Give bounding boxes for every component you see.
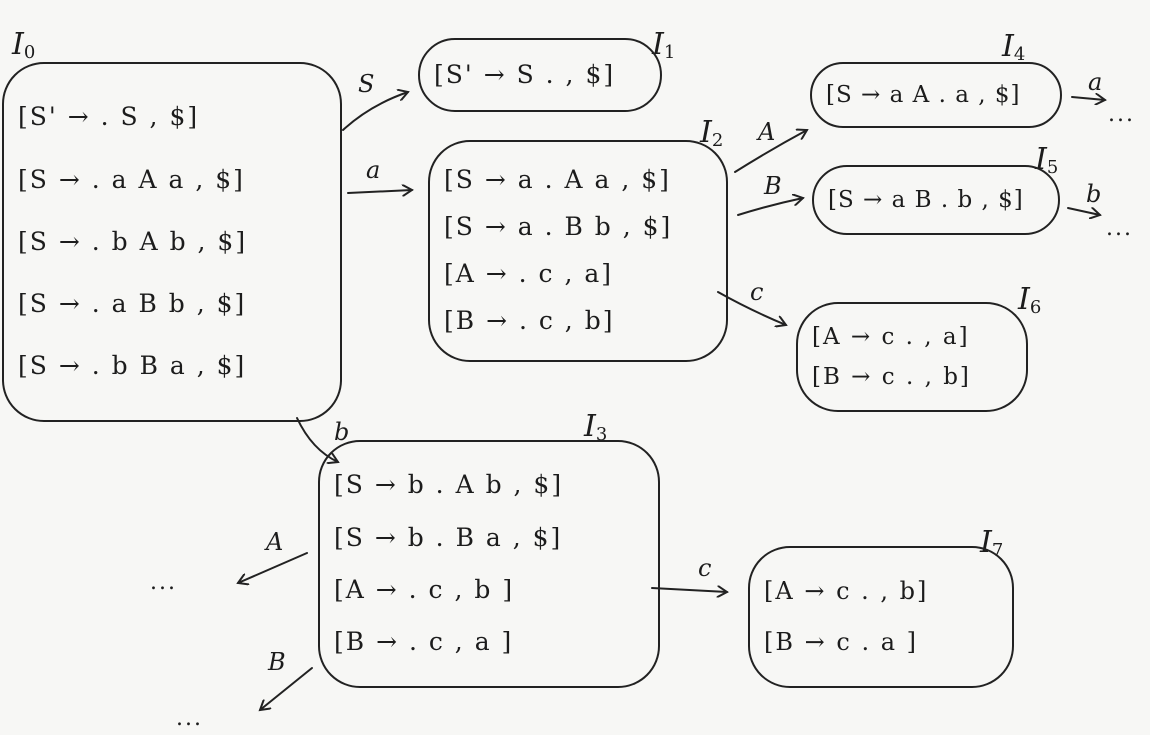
item: [S → a . A a , $] bbox=[444, 165, 671, 195]
edge-label-I3-A: A bbox=[266, 528, 284, 556]
item: [B → . c , b] bbox=[444, 306, 615, 335]
arrow-I0-to-I1 bbox=[343, 92, 408, 130]
state-I7 bbox=[748, 546, 1014, 688]
state-I2 bbox=[428, 140, 728, 362]
ellipsis-I3-A: ... bbox=[150, 570, 177, 595]
state-label-I7: $I_7$ bbox=[980, 525, 1004, 561]
state-label-I2: $I_2$ bbox=[700, 115, 724, 151]
item: [S → a B . b , $] bbox=[828, 186, 1024, 213]
state-I5 bbox=[812, 165, 1060, 235]
arrow-I3-A-out bbox=[238, 553, 307, 583]
item: [B → c . , b] bbox=[812, 363, 971, 390]
edge-label-I4-out: a bbox=[1088, 68, 1103, 96]
edge-label-I3-B: B bbox=[268, 648, 286, 676]
edge-label-I2-I4: A bbox=[758, 118, 776, 146]
ellipsis-I5: ... bbox=[1106, 216, 1133, 241]
item: [B → c . a ] bbox=[764, 627, 918, 656]
state-I3 bbox=[318, 440, 660, 688]
item: [A → c . , a] bbox=[812, 323, 970, 350]
edge-label-I2-I5: B bbox=[764, 172, 782, 200]
item: [S → . b A b , $] bbox=[18, 226, 248, 256]
state-label-I4: $I_4$ bbox=[1002, 29, 1026, 65]
ellipsis-I3-B: ... bbox=[176, 706, 203, 731]
arrow-I0-to-I2 bbox=[348, 190, 412, 193]
ellipsis-I4: ... bbox=[1108, 102, 1135, 127]
state-I1 bbox=[418, 38, 662, 112]
item: [S → . a A a , $] bbox=[18, 164, 245, 194]
state-I6 bbox=[796, 302, 1028, 412]
state-I4 bbox=[810, 62, 1062, 128]
item: [A → . c , a] bbox=[444, 259, 614, 289]
edge-label-I2-I6: c bbox=[750, 278, 764, 306]
item: [S → a . B b , $] bbox=[444, 212, 673, 242]
item: [S → . a B b , $] bbox=[18, 288, 247, 318]
state-label-I5: $I_5$ bbox=[1035, 142, 1059, 178]
edge-label-I5-out: b bbox=[1086, 180, 1102, 208]
arrow-I4-out bbox=[1072, 97, 1105, 100]
edge-label-I0-I3: b bbox=[334, 418, 350, 446]
state-I0 bbox=[2, 62, 342, 422]
item: [S' → . S , $] bbox=[18, 102, 200, 132]
arrow-I3-to-I7 bbox=[652, 588, 727, 592]
state-label-I6: $I_6$ bbox=[1018, 282, 1042, 318]
item: [S → a A . a , $] bbox=[826, 81, 1021, 108]
item: [S → b . B a , $] bbox=[334, 522, 563, 552]
edge-label-I0-I2: a bbox=[366, 156, 381, 184]
item: [S' → S . , $] bbox=[434, 59, 616, 89]
arrow-I2-to-I5 bbox=[738, 198, 803, 215]
item: [A → c . , b] bbox=[764, 576, 929, 605]
arrow-I5-out bbox=[1068, 208, 1100, 215]
state-label-I3: $I_3$ bbox=[584, 409, 608, 445]
edge-label-I3-I7: c bbox=[698, 554, 712, 582]
edge-label-I0-I1: S bbox=[358, 70, 375, 98]
item: [B → . c , a ] bbox=[334, 626, 514, 656]
item: [S → . b B a , $] bbox=[18, 350, 247, 380]
state-label-I0: $I_0$ bbox=[12, 27, 36, 63]
item: [S → b . A b , $] bbox=[334, 470, 564, 500]
state-label-I1: $I_1$ bbox=[652, 27, 676, 63]
item: [A → . c , b ] bbox=[334, 574, 515, 604]
